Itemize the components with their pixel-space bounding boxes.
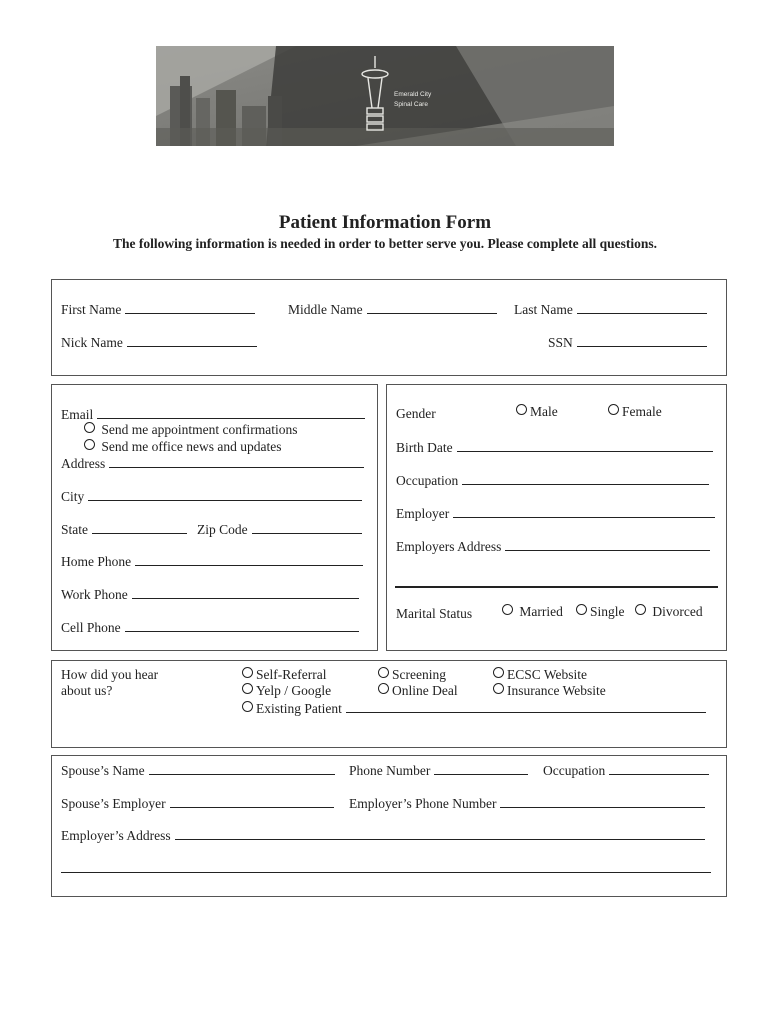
option-label: Send me office news and updates <box>101 439 282 454</box>
employer-phone-field[interactable] <box>349 795 705 812</box>
logo-text-line1: Emerald City <box>394 91 432 98</box>
spouse-phone-label: Phone Number <box>349 763 431 778</box>
radio-icon[interactable] <box>576 604 587 615</box>
option-label: Divorced <box>652 604 703 619</box>
option-label: Existing Patient <box>256 701 342 716</box>
referral-question-line1: How did you hear <box>61 667 159 682</box>
referral-question <box>61 667 158 683</box>
option-appointment-confirmations[interactable] <box>84 422 297 438</box>
option-label: Send me appointment confirmations <box>101 422 298 437</box>
option-label: Self-Referral <box>256 667 327 682</box>
referral-yelp-option[interactable] <box>242 683 331 699</box>
city-label: City <box>61 489 85 504</box>
radio-icon[interactable] <box>378 683 389 694</box>
zip-field[interactable] <box>197 521 362 538</box>
spouse-employer-field[interactable] <box>61 795 334 812</box>
gender-male-option[interactable] <box>516 404 558 420</box>
home-phone-label: Home Phone <box>61 554 132 569</box>
referral-insurance-website-option[interactable] <box>493 683 606 699</box>
email-label: Email <box>61 407 94 422</box>
radio-icon[interactable] <box>493 683 504 694</box>
option-label: Married <box>519 604 563 619</box>
email-field[interactable] <box>61 406 365 423</box>
option-label: Screening <box>392 667 446 682</box>
option-label: Single <box>590 604 625 619</box>
logo-text-line2: Spinal Care <box>394 101 428 108</box>
ssn-label: SSN <box>548 335 573 350</box>
employer-address-line-2[interactable] <box>61 872 711 873</box>
city-field[interactable] <box>61 488 362 505</box>
zip-label: Zip Code <box>197 522 248 537</box>
employer-field[interactable] <box>396 505 715 522</box>
occupation-label: Occupation <box>396 473 459 488</box>
gender-label: Gender <box>396 406 436 421</box>
referral-question-line2: about us? <box>61 683 113 698</box>
radio-icon[interactable] <box>242 701 253 712</box>
middle-name-label: Middle Name <box>288 302 363 317</box>
home-phone-field[interactable] <box>61 553 363 570</box>
nick-name-label: Nick Name <box>61 335 123 350</box>
birth-date-label: Birth Date <box>396 440 453 455</box>
radio-icon[interactable] <box>635 604 646 615</box>
employers-address-label: Employers Address <box>396 539 502 554</box>
cell-phone-label: Cell Phone <box>61 620 121 635</box>
employer-label: Employer <box>396 506 450 521</box>
radio-icon[interactable] <box>502 604 513 615</box>
page-title: Patient Information Form <box>278 212 492 233</box>
employer-phone-label: Employer’s Phone Number <box>349 796 497 811</box>
option-label: Insurance Website <box>507 683 606 698</box>
radio-icon[interactable] <box>516 404 527 415</box>
option-label: Male <box>530 404 558 419</box>
spouse-employer-label: Spouse’s Employer <box>61 796 166 811</box>
employer-address-label: Employer’s Address <box>61 828 171 843</box>
address-label: Address <box>61 456 106 471</box>
referral-self-option[interactable] <box>242 667 326 683</box>
radio-icon[interactable] <box>242 667 253 678</box>
last-name-field[interactable] <box>514 301 707 318</box>
spouse-occupation-field[interactable] <box>543 762 709 779</box>
radio-icon[interactable] <box>84 439 95 450</box>
first-name-label: First Name <box>61 302 122 317</box>
work-phone-label: Work Phone <box>61 587 128 602</box>
referral-existing-patient-option[interactable] <box>242 700 706 717</box>
marital-divorced-option[interactable] <box>635 604 703 620</box>
work-phone-field[interactable] <box>61 586 359 603</box>
option-label: Online Deal <box>392 683 458 698</box>
marital-married-option[interactable] <box>502 604 563 620</box>
referral-screening-option[interactable] <box>378 667 446 683</box>
cell-phone-field[interactable] <box>61 619 359 636</box>
gender-female-option[interactable] <box>608 404 662 420</box>
spouse-name-field[interactable] <box>61 762 335 779</box>
birth-date-field[interactable] <box>396 439 713 456</box>
referral-ecsc-website-option[interactable] <box>493 667 587 683</box>
occupation-field[interactable] <box>396 472 709 489</box>
radio-icon[interactable] <box>608 404 619 415</box>
state-label: State <box>61 522 88 537</box>
name-section <box>51 279 727 376</box>
spouse-phone-field[interactable] <box>349 762 528 779</box>
ssn-field[interactable] <box>548 334 707 351</box>
radio-icon[interactable] <box>493 667 504 678</box>
radio-icon[interactable] <box>242 683 253 694</box>
option-office-news[interactable] <box>84 439 281 455</box>
referral-question-2 <box>61 683 112 699</box>
address-field[interactable] <box>61 455 364 472</box>
option-label: Yelp / Google <box>256 683 332 698</box>
first-name-field[interactable] <box>61 301 255 318</box>
spouse-occupation-label: Occupation <box>543 763 606 778</box>
last-name-label: Last Name <box>514 302 573 317</box>
marital-single-option[interactable] <box>576 604 625 620</box>
referral-online-deal-option[interactable] <box>378 683 458 699</box>
spouse-name-label: Spouse’s Name <box>61 763 145 778</box>
radio-icon[interactable] <box>84 422 95 433</box>
marital-status-label: Marital Status <box>396 606 473 621</box>
nick-name-field[interactable] <box>61 334 257 351</box>
clinic-banner <box>156 46 614 146</box>
employer-address-field[interactable] <box>61 827 705 844</box>
radio-icon[interactable] <box>378 667 389 678</box>
page-subtitle: The following information is needed in order to better serve you. Please complete all questions. <box>113 236 657 251</box>
option-label: Female <box>622 404 662 419</box>
divider <box>395 586 718 588</box>
option-label: ECSC Website <box>507 667 588 682</box>
middle-name-field[interactable] <box>288 301 497 318</box>
employers-address-field[interactable] <box>396 538 710 555</box>
state-field[interactable] <box>61 521 187 538</box>
